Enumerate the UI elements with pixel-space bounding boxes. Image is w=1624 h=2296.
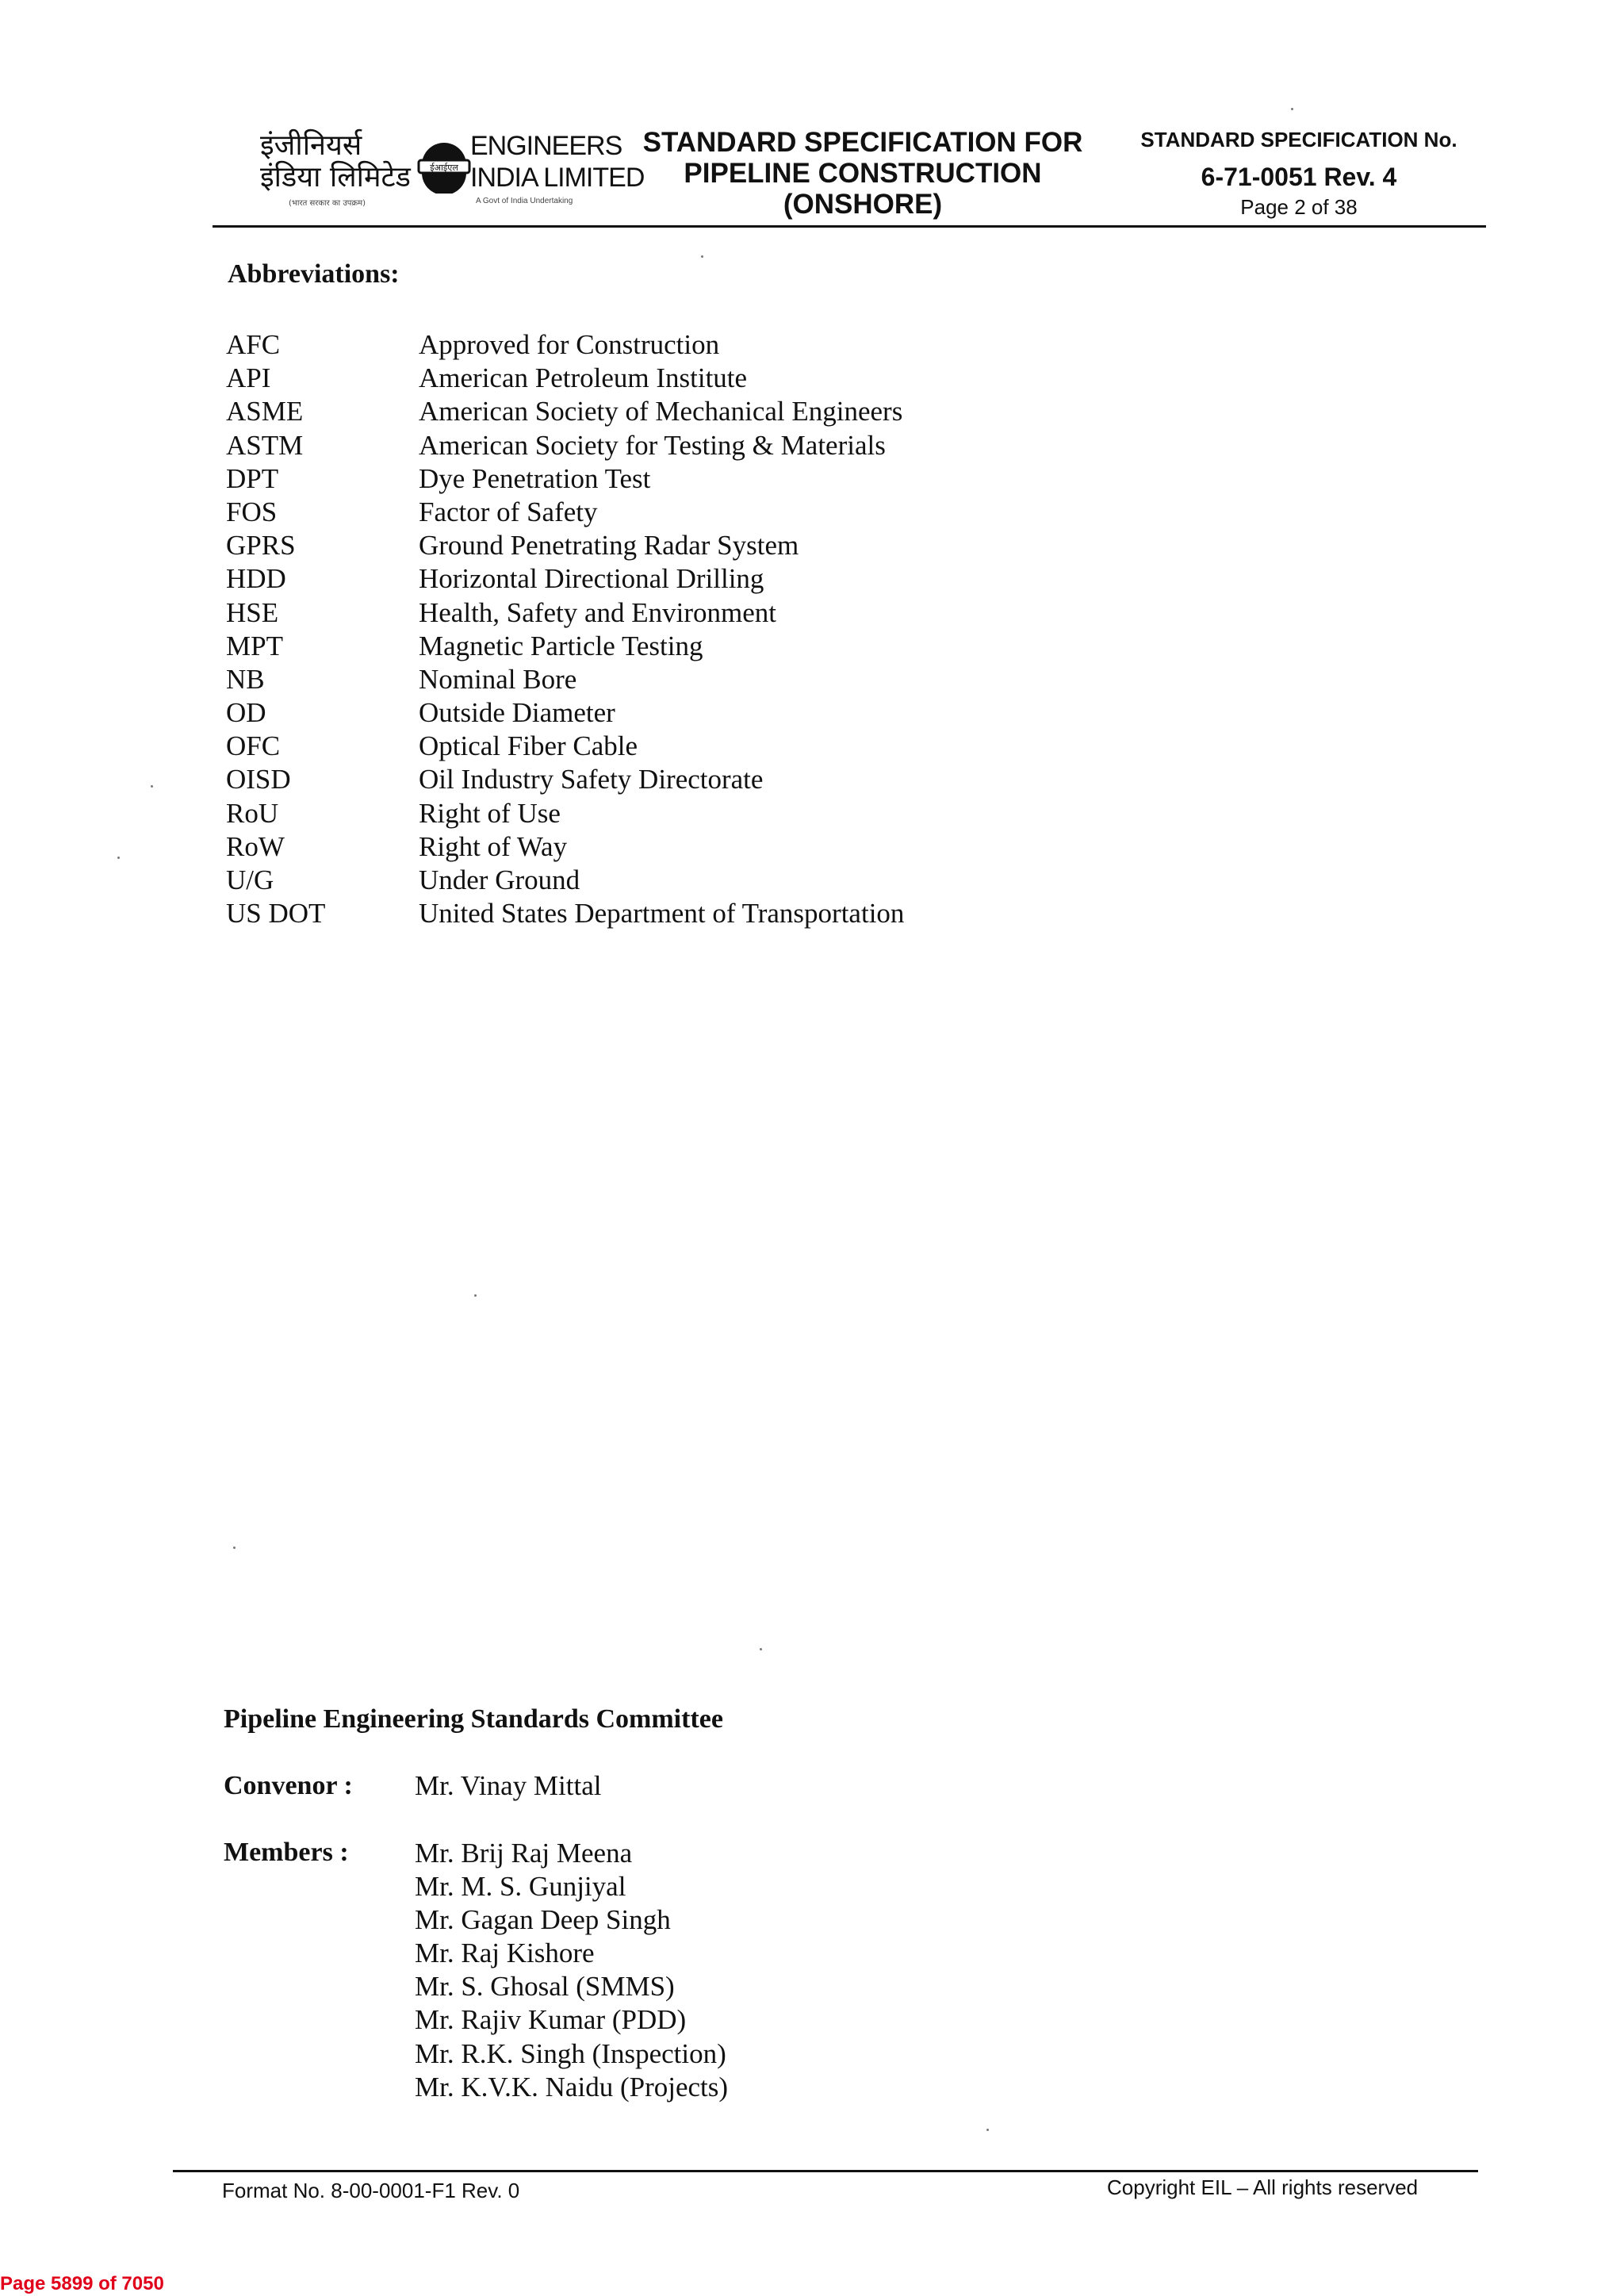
abbreviation-meaning: American Society of Mechanical Engineers <box>419 396 903 427</box>
member-name: Mr. M. S. Gunjiyal <box>415 1871 626 1903</box>
abbreviation-meaning: Optical Fiber Cable <box>419 730 638 762</box>
abbreviation-meaning: American Society for Testing & Materials <box>419 429 886 461</box>
scan-speck <box>233 1547 236 1549</box>
abbreviation-row <box>226 630 1019 663</box>
abbreviation-code: OD <box>226 697 266 729</box>
spec-number: 6-71-0051 Rev. 4 <box>1201 163 1397 191</box>
abbreviation-row <box>226 395 1019 428</box>
abbreviation-code: OFC <box>226 730 281 762</box>
abbreviation-meaning: Health, Safety and Environment <box>419 596 776 628</box>
eil-logo <box>260 129 645 217</box>
abbreviation-row <box>226 529 1019 562</box>
abbreviation-row <box>226 696 1019 730</box>
abbreviation-code: DPT <box>226 462 279 494</box>
title-line: STANDARD SPECIFICATION FOR <box>642 127 1083 158</box>
logo-hindi-name: इंजीनियर्स इंडिया लिमिटेड <box>260 129 411 194</box>
member-name: Mr. Raj Kishore <box>415 1938 595 1969</box>
abbreviation-meaning: Outside Diameter <box>419 697 615 729</box>
logo-tagline-hindi: (भारत सरकार का उपक्रम) <box>289 199 366 208</box>
member-name: Mr. R.K. Singh (Inspection) <box>415 2037 726 2069</box>
abbreviation-code: GPRS <box>226 530 296 562</box>
footer-divider <box>173 2170 1478 2172</box>
logo-tagline-english: A Govt of India Undertaking <box>476 197 573 205</box>
abbreviation-row <box>226 730 1019 763</box>
abbreviation-meaning: Factor of Safety <box>419 496 598 527</box>
abbreviation-code: US DOT <box>226 898 326 930</box>
convenor-label: Convenor : <box>224 1771 353 1800</box>
scan-speck <box>1291 108 1293 110</box>
abbreviation-row <box>226 328 1019 362</box>
spec-label: STANDARD SPECIFICATION No. <box>1140 128 1457 151</box>
scan-speck <box>151 785 153 788</box>
abbreviation-row <box>226 562 1019 596</box>
eil-emblem-icon <box>416 136 473 194</box>
abbreviation-row <box>226 596 1019 630</box>
abbreviation-meaning: Magnetic Particle Testing <box>419 630 703 661</box>
member-name: Mr. Gagan Deep Singh <box>415 1904 671 1936</box>
abbreviation-meaning: Approved for Construction <box>419 329 720 360</box>
page-indicator: Page 2 of 38 <box>1240 195 1358 219</box>
abbreviation-meaning: Dye Penetration Test <box>419 462 651 494</box>
member-name: Mr. S. Ghosal (SMMS) <box>415 1971 675 2003</box>
abbreviation-meaning: United States Department of Transportation <box>419 898 905 930</box>
abbreviation-code: RoU <box>226 797 279 829</box>
abbreviation-row <box>226 496 1019 529</box>
abbreviation-meaning: Oil Industry Safety Directorate <box>419 764 764 795</box>
abbreviation-meaning: American Petroleum Institute <box>419 362 748 394</box>
document-title <box>641 127 1085 220</box>
scan-speck <box>760 1648 762 1650</box>
abbreviation-row <box>226 830 1019 864</box>
abbreviation-meaning: Right of Use <box>419 797 561 829</box>
abbreviation-meaning: Under Ground <box>419 864 580 895</box>
members-list <box>415 1837 728 2104</box>
abbreviation-row <box>226 797 1019 830</box>
abbreviation-meaning: Right of Way <box>419 830 568 862</box>
abbreviation-row <box>226 663 1019 696</box>
abbreviation-code: U/G <box>226 864 274 895</box>
member-name: Mr. Brij Raj Meena <box>415 1838 633 1869</box>
document-header <box>213 119 1486 228</box>
scan-speck <box>474 1294 477 1297</box>
format-number: Format No. 8-00-0001-F1 Rev. 0 <box>222 2179 520 2202</box>
member-name: Mr. Rajiv Kumar (PDD) <box>415 2004 687 2036</box>
abbreviations-list <box>226 328 1019 930</box>
abbreviation-row <box>226 429 1019 462</box>
abbreviation-code: HSE <box>226 596 279 628</box>
pdf-page-marker: Page 5899 of 7050 <box>0 2273 164 2294</box>
committee-heading: Pipeline Engineering Standards Committee <box>224 1704 723 1734</box>
abbreviation-code: AFC <box>226 329 281 360</box>
spec-block <box>1113 127 1485 219</box>
abbreviation-code: ASME <box>226 396 304 427</box>
abbreviation-row <box>226 763 1019 796</box>
abbreviation-meaning: Ground Penetrating Radar System <box>419 530 799 562</box>
header-divider <box>213 225 1486 228</box>
abbreviation-row <box>226 897 1019 930</box>
abbreviation-row <box>226 462 1019 496</box>
abbreviation-meaning: Horizontal Directional Drilling <box>419 563 764 595</box>
abbreviation-row <box>226 864 1019 897</box>
abbreviation-code: FOS <box>226 496 278 527</box>
abbreviations-heading: Abbreviations: <box>228 259 400 289</box>
abbreviation-code: OISD <box>226 764 291 795</box>
scan-speck <box>701 255 703 258</box>
title-line: PIPELINE CONSTRUCTION <box>684 158 1042 189</box>
abbreviation-code: NB <box>226 663 265 695</box>
title-line: (ONSHORE) <box>783 189 943 220</box>
emblem-text: ईआईएल <box>430 163 458 173</box>
members-label: Members : <box>224 1838 349 1867</box>
abbreviation-row <box>226 362 1019 395</box>
convenor-name: Mr. Vinay Mittal <box>415 1770 602 1801</box>
scan-speck <box>117 857 120 859</box>
member-name: Mr. K.V.K. Naidu (Projects) <box>415 2071 729 2102</box>
scan-speck <box>986 2129 989 2131</box>
copyright-notice: Copyright EIL – All rights reserved <box>1107 2175 1419 2199</box>
abbreviation-code: HDD <box>226 563 286 595</box>
logo-english-name: ENGINEERS INDIA LIMITED <box>470 131 645 193</box>
abbreviation-code: RoW <box>226 830 285 862</box>
abbreviation-code: API <box>226 362 271 394</box>
abbreviation-code: ASTM <box>226 429 304 461</box>
abbreviation-meaning: Nominal Bore <box>419 663 577 695</box>
abbreviation-code: MPT <box>226 630 283 661</box>
